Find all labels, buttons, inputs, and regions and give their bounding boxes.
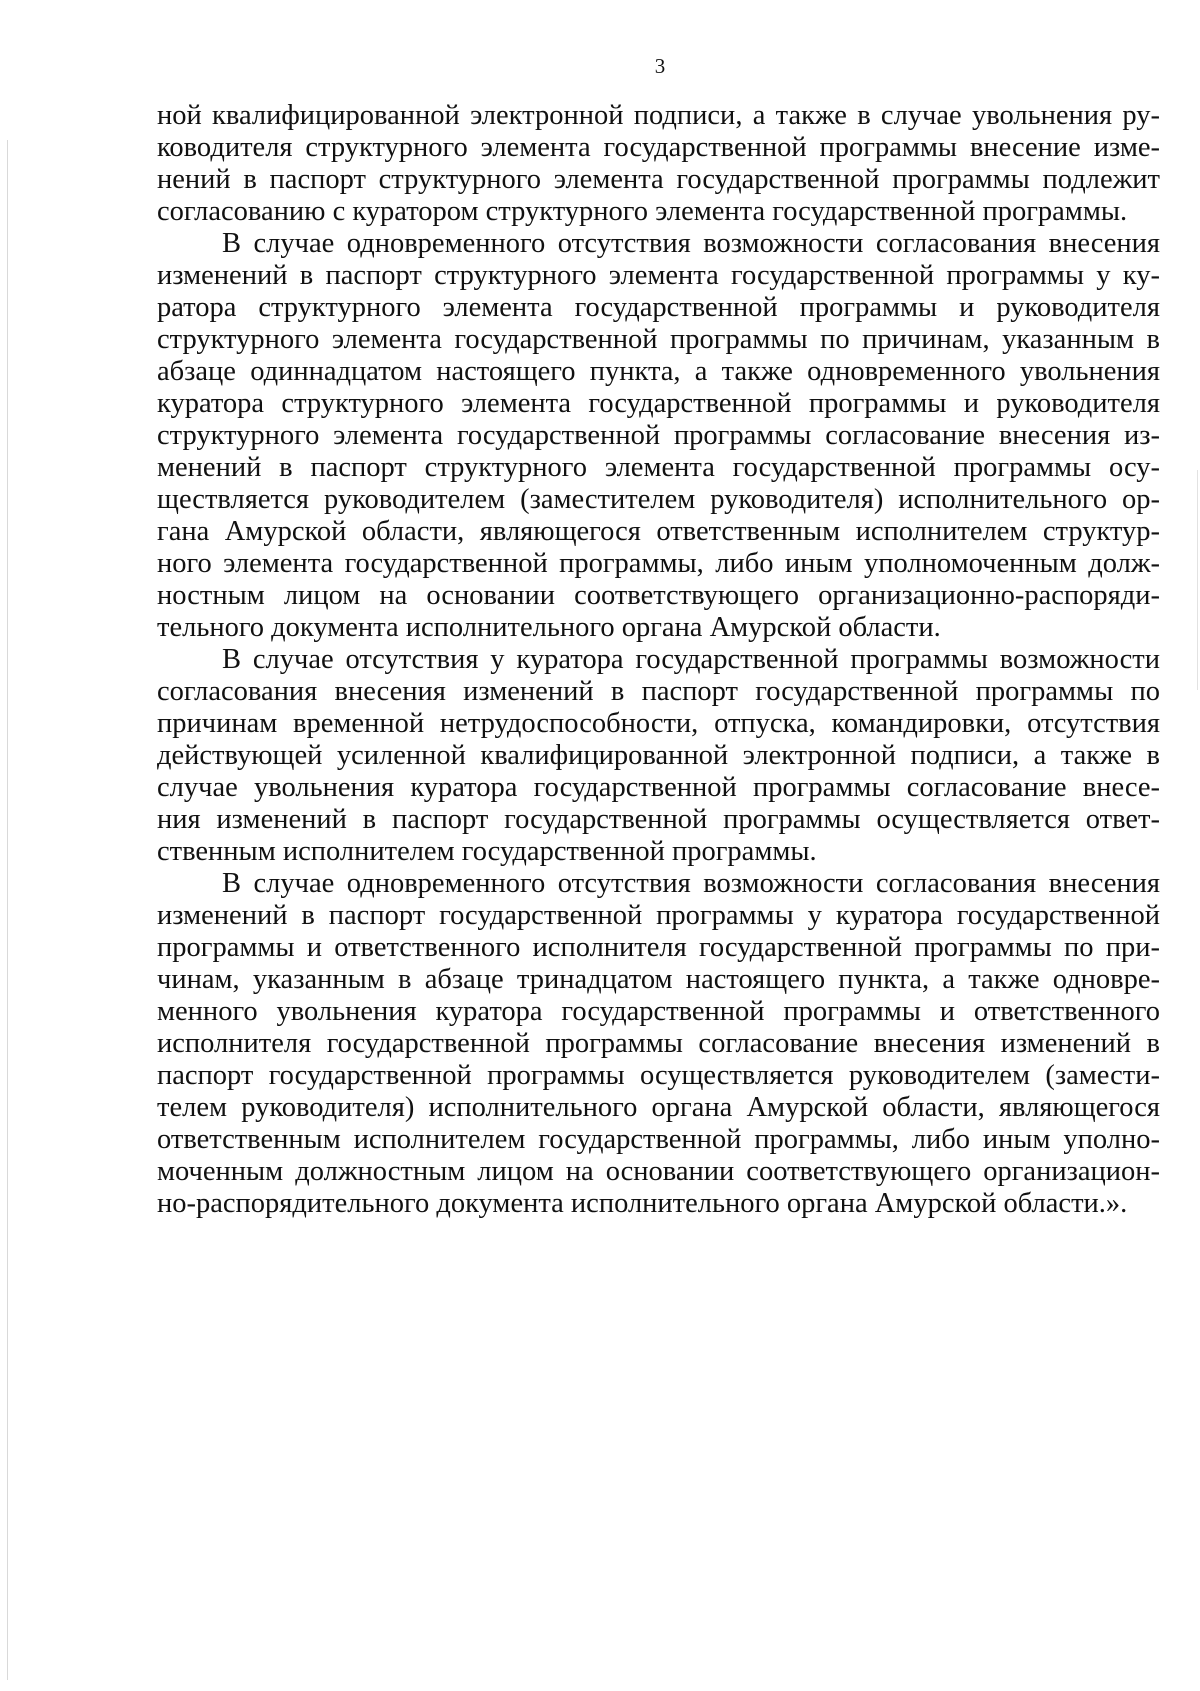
text-line: куратора структурного элемента государственной программы и руководителя: [157, 388, 1160, 419]
text-line: ратора структурного элемента государственной программы и руководителя: [157, 292, 1160, 323]
text-line: ственным исполнителем государственной программы.: [157, 836, 817, 867]
text-line: гана Амурской области, являющегося ответственным исполнителем структур-: [157, 516, 1160, 547]
text-line: моченным должностным лицом на основании соответствующего организацион-: [157, 1156, 1160, 1187]
text-line: исполнителя государственной программы согласование внесения изменений в: [157, 1028, 1160, 1059]
text-line: телем руководителя) исполнительного органа Амурской области, являющегося: [157, 1092, 1160, 1123]
text-line: программы и ответственного исполнителя государственной программы по при-: [157, 932, 1160, 963]
text-line: менного увольнения куратора государственной программы и ответственного: [157, 996, 1160, 1027]
text-line: действующей усиленной квалифицированной электронной подписи, а также в: [157, 740, 1160, 771]
text-line: согласованию с куратором структурного элемента государственной программы.: [157, 196, 1128, 227]
text-line: В случае отсутствия у куратора государственной программы возможности: [222, 644, 1160, 675]
text-line: паспорт государственной программы осуществляется руководителем (замести-: [157, 1060, 1160, 1091]
text-line: причинам временной нетрудоспособности, отпуска, командировки, отсутствия: [157, 708, 1160, 739]
text-line: но-распорядительного документа исполнительного органа Амурской области.».: [157, 1188, 1128, 1219]
text-line: структурного элемента государственной программы согласование внесения из-: [157, 420, 1160, 451]
text-line: тельного документа исполнительного органа Амурской области.: [157, 612, 941, 643]
page-number: 3: [654, 54, 666, 78]
scan-edge-left: [7, 140, 8, 1680]
text-line: ностным лицом на основании соответствующего организационно-распоряди-: [157, 580, 1160, 611]
text-line: нений в паспорт структурного элемента государственной программы подлежит: [157, 164, 1160, 195]
text-line: абзаце одиннадцатом настоящего пункта, а также одновременного увольнения: [157, 356, 1160, 387]
text-line: ного элемента государственной программы, либо иным уполномоченным долж-: [157, 548, 1160, 579]
text-line: ководителя структурного элемента государственной программы внесение изме-: [157, 132, 1160, 163]
text-line: чинам, указанным в абзаце тринадцатом настоящего пункта, а также одновре-: [157, 964, 1160, 995]
text-line: изменений в паспорт структурного элемента государственной программы у ку-: [157, 260, 1160, 291]
text-line: изменений в паспорт государственной программы у куратора государственной: [157, 900, 1160, 931]
text-line: ществляется руководителем (заместителем руководителя) исполнительного ор-: [157, 484, 1160, 515]
text-line: случае увольнения куратора государственной программы согласование внесе-: [157, 772, 1160, 803]
text-line: согласования внесения изменений в паспорт государственной программы по: [157, 676, 1160, 707]
text-line: В случае одновременного отсутствия возможности согласования внесения: [222, 228, 1160, 259]
text-line: менений в паспорт структурного элемента государственной программы осу-: [157, 452, 1160, 483]
text-line: ной квалифицированной электронной подписи, а также в случае увольнения ру-: [157, 100, 1160, 131]
text-line: структурного элемента государственной программы по причинам, указанным в: [157, 324, 1160, 355]
text-line: В случае одновременного отсутствия возможности согласования внесения: [222, 868, 1160, 899]
text-line: ответственным исполнителем государственной программы, либо иным уполно-: [157, 1124, 1160, 1155]
text-line: ния изменений в паспорт государственной программы осуществляется ответ-: [157, 804, 1160, 835]
scan-edge-right: [1197, 470, 1198, 690]
